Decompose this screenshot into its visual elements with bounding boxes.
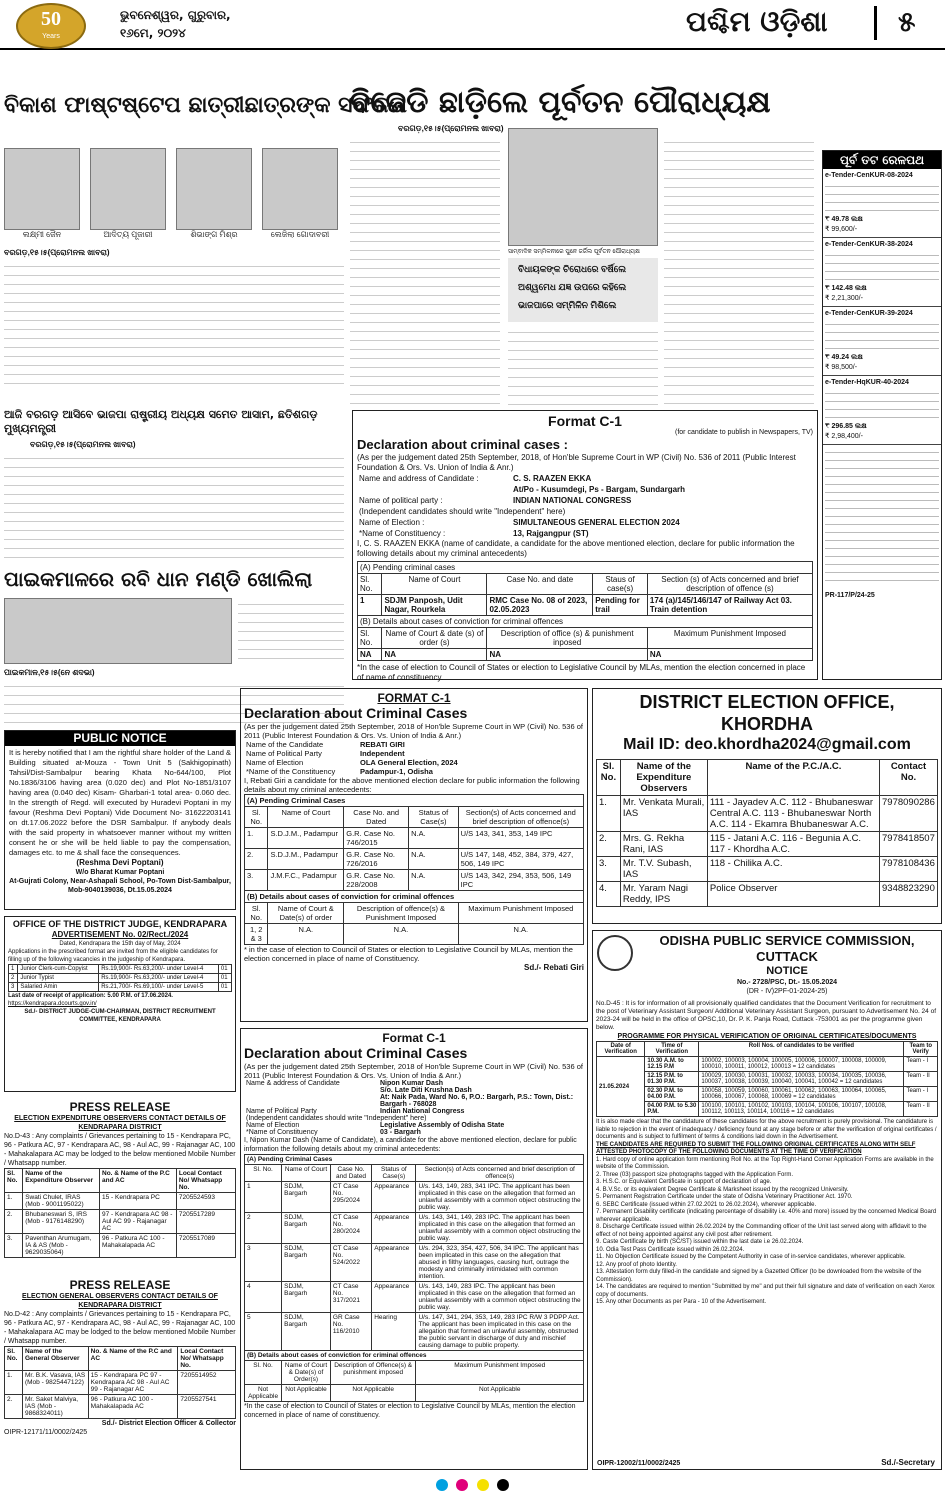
observer-table: Sl. No. Name of the General Observer No. & Name of the P.C and AC Local Contact No/ Whatsapp No. 1. Mr. B.K. Vasava, IAS (Mob - 9825447122) 15 - Kendrapara PC 97 - Kendrapara AC 98 - Aul AC 99 - Rajanagar AC 7205514952 2. Mr. Saket Malviya, IAS (Mob - 9868324011) 96 - Patkura AC 100 - Mahakalapada AC 7205527541	[4, 1346, 236, 1419]
story2-body-col3	[664, 136, 814, 408]
pending-cases-table: (A) Pending Criminal Cases Sl. No. Name of Court Case No. and Dated Status of Case(s) Section(s) of Acts concerned and brief description of offence(s) 1 SDJM, Bargarh CT Case No. 295/2024 Appearance U/s. 143, 149, 283, 341 IPC. The applicant has been implicated in this case on the allegation that formed an unlawful assembly with a common object obstructing the public way. 2 SDJM, Bargarh CT Case No. 280/2024 Appearance U/s. 143, 341, 149, 283 IPC. The applicant has been implicated in this case on the allegation that formed an unlawful assembly with a common object obstructing the public way. 3 SDJM, Bargarh CT Case No. 524/2022 Appearance U/s. 294, 323, 354, 427, 506, 34 IPC. The applicant has been implicated in this case on the allegation that abused in filthy languages, causing hurt, outrage the modesty and criminally intimidated with common intention. 4 SDJM, Bargarh CT Case No. 317/2021 Appearance U/s. 143, 149, 283 IPC. The applicant has been implicated in this case on the allegation that formed an unlawful assembly with a common object obstructing the public way. 5 SDJM, Bargarh GR Case No. 116/2010 Hearing U/s. 147, 341, 294, 353, 149, 283 IPC R/W 3 PDPP Act. The applicant has been implicated in this case on the allegation that formed an unlawful assembly, obstructed the public servant in discharge of duty and mischief causing damage to public property. (B) Details about cases of conviction for criminal offences Sl. No. Name of Court & Date(s) of Order(s) Description of Offence(s) & punishment imposed Maximum Punishment Imposed Not Applicable Not Applicable Not Applicable Not Applicable	[244, 1154, 584, 1402]
judge-last-date: Last date of receipt of application: 5.00 P.M. of 17.06.2024.	[8, 993, 173, 999]
candidate-fields: Name & address of Candidate Nipon Kumar Dash S/o. Late Diti Krushna Dash At: Naik Pada, Ward No. 6, P.O.: Bargarh, P.S.: Town, Dist.: Bargarh - 768028 Name of Political Party Indian National Congress (Independent candidates should write "Independent" here) Name of Election Legislative Assembly of Odisha State *Name of Constituency 03 - Bargarh	[246, 1080, 574, 1136]
table-row: 3 SDJM, Bargarh CT Case No. 524/2022 Appearance U/s. 294, 323, 354, 427, 506, 34 IPC. The applicant has been implicated in this case on the allegation that abused in filthy languages, causing hurt, outrage the modesty and criminally intimidated with common intention.	[245, 1244, 584, 1282]
form-title: FORMAT C-1	[377, 691, 451, 705]
press-title: PRESS RELEASE	[69, 1278, 171, 1292]
public-notice-body: It is hereby notified that I am the rightful share holder of the Land & Building situated at-Mouza - Town Unit 5 (Sakhigopinath) Tahsil/Dist-Sambalpur bearing Khata No-644/100, Plot No.1836/3106 having area (0.020 dec) and Plot No-1851/3107 having area (0.040 dec) Kisam- Gharbari-1 total area- 0.060 dec. In the strength of Regd. will executed by Huradevi Poptani in my favour (Reshma Devi Poptani) Vide Document No- 31622203141 on dt.17.06.2022 before the DSR Sambalpur. If anybody deals with the said property in whatsoever manner without my written consent he or she will be held liable to pay the compensation, damages etc. to me & shall face the consequences.	[9, 748, 231, 857]
table-row: 1 Junior Clerk-cum-Copyist Rs.19,900/- Rs.63,200/- under Level-4 01	[9, 965, 232, 974]
press-meet-photo	[508, 128, 658, 246]
emblem-number: 50	[41, 8, 61, 30]
list-item: 3. H.S.C. or Equivalent Certificate in support of declaration of age.	[596, 1179, 772, 1185]
pull-quote: ଭାଜପାରେ ସମ୍ମିଳିନ ମିଶିଲେ	[518, 300, 617, 310]
tender-no: e-Tender-CenKUR-38-2024	[825, 241, 913, 248]
table-row: 4. Mr. Yaram Nagi Reddy, IPS Police Observer 9348823290	[597, 882, 938, 907]
tender-footer-text	[825, 447, 939, 587]
tender-title: ପୂର୍ବ ତଟ ରେଳପଥ	[823, 151, 941, 169]
table-row: 02.30 P.M. to 04.00 P.M. 100058, 100059, 100060, 100061, 100062, 100063, 100064, 100065, 100066, 100067, 100068, 100069 = 12 candidates Team - I	[597, 1087, 938, 1102]
list-item: 9. Caste Certificate by birth (SC/ST) issued within the last date i.e 26.02.2024.	[596, 1239, 804, 1245]
masthead	[0, 0, 945, 50]
table-row: 3 Salaried Amin Rs.21,700/- Rs.69,100/- under Level-5 01	[9, 983, 232, 992]
format-c1-nipon	[240, 1028, 588, 1470]
press-ref: OIPR-12171/11/0002/2425	[4, 1429, 88, 1436]
table-row: 2. S.D.J.M., Padampur G.R. Case No. 726/2016 N.A. U/S 147, 148, 452, 384, 379, 427, 506, 149 IPC	[245, 849, 584, 870]
table-row: 21.05.2024 10.30 A.M. to 12.15 P.M 100002, 100003, 100004, 100005, 100006, 100007, 100008, 100009, 100010, 100011, 100012, 100013 = 12 candidates Team - I	[597, 1057, 938, 1072]
table-row: 1. S.D.J.M., Padampur G.R. Case No. 746/2015 N.A. U/S 143, 341, 353, 149 IPC	[245, 828, 584, 849]
district-judge-ad	[4, 916, 236, 1092]
table-row: 4 SDJM, Bargarh CT Case No. 317/2021 Appearance U/s. 143, 149, 283 IPC. The applicant has been implicated in this case on the allegation that formed an unlawful assembly with a common object obstructing the public way.	[245, 1282, 584, 1313]
list-item: 7. Permanent Disability certificate (indicating percentage of disability i.e. 40% and more) issued by the concerned Medical Board wherever applicable.	[596, 1209, 937, 1223]
student-name: ଲେଜିଲା ଗୋଦାବରୀ	[270, 230, 330, 239]
press-subtitle: ELECTION GENERAL OBSERVERS CONTACT DETAILS OF KENDRAPARA DISTRICT	[22, 1293, 218, 1309]
tender-no: e-Tender-HqKUR-40-2024	[825, 379, 909, 386]
form-note: *In the case of election to Council of States or election to Legislative Council by MLAs, mention the election concerned in place of name of constituency.	[244, 1403, 576, 1419]
opsc-body: It is also made clear that the candidature of these candidates for the above recruitment is purely provisional. The candidature is liable to rejection in the event of inadequacy / deficiency found at any stage before or after the verification of original certificates / documents and is subject to fulfilment of terms & conditions laid down in the Advertisement.	[596, 1119, 937, 1140]
press-release-expenditure	[4, 1100, 236, 1276]
tender-amount: ₹ 49.24 ଲକ୍ଷ	[825, 354, 863, 361]
table-row: 1 SDJM, Bargarh CT Case No. 295/2024 Appearance U/s. 143, 149, 283, 341 IPC. The applicant has been implicated in this case on the allegation that formed an unlawful assembly with a common object obstructing the public way.	[245, 1182, 584, 1213]
student-photo	[262, 148, 338, 230]
list-item: 8. Discharge Certificate issued within 26.02.2024 by the Commanding officer of the Unit last served along with affidavit to the effect of not being appointed against any civil post after retirement.	[596, 1224, 927, 1238]
anniversary-emblem	[16, 3, 86, 49]
form-declaration: I, C. S. RAAZEN EKKA (name of candidate, a candidate for the above mentioned election, declare for public information the following details about my criminal antecedents)	[357, 539, 795, 558]
pull-quote-box	[508, 258, 658, 322]
registration-dot	[497, 1479, 509, 1491]
photo-caption: ସାମ୍ବାଦିକ ସମ୍ମିଳନୀରେ ପୁନେ ଜର୍ଜିଲ ପୂର୍ବତନ ପୌରାଧ୍ୟକ୍ଷ	[508, 249, 640, 255]
table-row: 1. Mr. B.K. Vasava, IAS (Mob - 9825447122) 15 - Kendrapara PC 97 - Kendrapara AC 98 - Aul AC 99 - Rajanagar AC 7205514952	[5, 1371, 236, 1395]
list-item: 10. Odia Test Pass Certificate issued within 26.02.2024.	[596, 1246, 745, 1253]
list-item: 12. Any proof of photo Identity.	[596, 1261, 677, 1268]
press-subtitle: ELECTION EXPENDITURE OBSERVERS CONTACT DETAILS OF KENDRAPARA DISTRICT	[14, 1115, 226, 1131]
tender-emd: ₹ 2,21,300/-	[825, 295, 863, 302]
form-signature: Sd./- Rebati Giri	[523, 963, 584, 972]
table-row: 12.15 P.M. to 01.30 P.M. 100029, 100030, 100031, 100032, 100033, 100034, 100035, 100036, 100037, 100038, 100039, 100040, 100041, 100042 = 12 candidates Team - II	[597, 1072, 938, 1087]
form-intro: (As per the judgement dated 25th September, 2018 of Hon'ble Supreme Court in WP (Civil) No. 536 of 2011 (Public Interest Foundation & Ors. Vs. Union of India & Anr.)	[244, 1062, 583, 1080]
student-name: ଆଦିତ୍ୟ ପୂଜାରୀ	[103, 230, 153, 239]
judge-signature: Sd./- DISTRICT JUDGE-CUM-CHAIRMAN, DISTRICT RECRUITMENT COMMITTEE, KENDRAPARA	[24, 1009, 216, 1023]
opsc-title: ODISHA PUBLIC SERVICE COMMISSION, CUTTACK	[659, 933, 915, 964]
story4-side	[238, 598, 344, 664]
story2-body-col2	[508, 326, 658, 406]
public-notice-title: PUBLIC NOTICE	[5, 731, 235, 746]
format-c1-ekka	[352, 410, 818, 680]
student-name: ଶିଭାଙ୍ଗ ମିଶ୍ର	[190, 230, 238, 239]
form-declaration: I, Nipon Kumar Dash (Name of Candidate), a candidate for the above mentioned election, declare for public information the following details about my criminal antecedents:	[244, 1137, 577, 1153]
student-name: ଲକ୍ଷ୍ମୀ ଜୈନ	[22, 230, 62, 239]
story2-dateline: ବରଗଡ଼,୧୫।୫(ପ୍ରୋମନଲ ଖାବରା)	[398, 124, 504, 133]
opsc-ref: No.- 2728/PSC, Dt.- 15.05.2024	[737, 979, 837, 986]
opsc-ref-foot: OIPR-12002/11/0002/2425	[597, 1460, 681, 1467]
format-c1-rebati	[240, 688, 588, 1022]
form-intro: (As per the judgement dated 25th September, 2018 of Hon'ble Supreme Court in WP (Civil) No. 536 of 2011 (Public Interest Foundation & Ors. Vs. Union of India & Anr.)	[244, 722, 583, 740]
emblem-sub: Years	[42, 33, 60, 40]
dateline-2: ୧୬ମେ, ୨୦୨୪	[120, 26, 186, 40]
opsc-notice	[592, 930, 942, 1470]
story1-body	[4, 260, 344, 388]
public-notice	[4, 730, 236, 910]
section-divider	[874, 6, 877, 40]
student-photo	[4, 148, 80, 230]
story2-body-col1	[350, 136, 500, 408]
list-item: 11. No Objection Certificate issued by the Competent Authority in case of in-service candidates, wherever applicable.	[596, 1254, 906, 1260]
mandi-photo	[4, 598, 232, 664]
press-body: No.D-43 : Any complaints / Grievances pertaining to 15 - Kendrapara PC, 96 - Patkura AC, 97 - Kendrapara AC, 98 - Aul AC, 99 - Rajanagar AC, 100 - Mahakalapara AC may be lodged to the below mentioned Mobile Number / Whatsapp number.	[4, 1133, 236, 1167]
form-subtitle: (for candidate to publish in Newspapers, TV)	[675, 429, 813, 436]
opsc-req-list	[596, 1157, 938, 1307]
press-body: No.D-42 : Any complaints / Grievances pertaining to 15 - Kendrapara PC, 96 - Patkura AC, 97 - Kendrapara AC, 98 - Aul AC, 99 - Rajanagar AC, 100 - Mahakalapara AC may be lodged to the below mentioned Mobile Number / Whatsapp number.	[4, 1311, 236, 1345]
judge-adv: ADVERTISEMENT No. 02/Rect./2024	[51, 930, 189, 939]
table-row: 2 SDJM, Bargarh CT Case No. 280/2024 Appearance U/s. 143, 341, 149, 283 IPC. The applicant has been implicated in this case on the allegation that formed an unlawful assembly with a common object obstructing the public way.	[245, 1213, 584, 1244]
tender-item	[823, 238, 941, 307]
opsc-ref2: (DR - IV)2PF-01-2024-25)	[746, 988, 828, 995]
story1-headline: ବିକାଶ ଫାଷ୍ଟଷ୍ଟେପ ଛାତ୍ରୀଛାତ୍ରଙ୍କ ସଫଳତା	[4, 93, 407, 118]
judge-dated: Dated, Kendrapara the 15th day of May, 2024	[59, 941, 181, 947]
tender-amount: ₹ 49.78 ଲକ୍ଷ	[825, 216, 863, 223]
opsc-signature: Sd./-Secretary	[881, 1458, 935, 1467]
form-heading: Declaration about Criminal Cases	[244, 705, 468, 721]
table-row: 2 Junior Typist Rs.19,900/- Rs.63,200/- under Level-4 01	[9, 974, 232, 983]
form-note: *In the case of election to Council of States or election to Legislative Council by MLAs, mention the election concerned in place of name of constituency.	[357, 663, 806, 682]
observer-table: Sl. No. Name of the Expenditure Observers Name of the P.C./A.C. Contact No. 1. Mr. Venkata Murali, IAS 111 - Jayadev A.C. 112 - Bhubaneswar Central A.C. 113 - Bhubaneswar North A.C. 114 - Ekamra Bhubaneswar A.C. 7978090286 2. Mrs. G. Rekha Rani, IAS 115 - Jatani A.C. 116 - Begunia A.C. 117 - Khordha A.C. 7978418507 3. Mr. T.V. Subash, IAS 118 - Chilika A.C. 7978108436 4. Mr. Yaram Nagi Reddy, IPS Police Observer 9348823290	[596, 759, 938, 907]
registration-dot	[436, 1479, 448, 1491]
table-row: 3. J.M.F.C., Padampur G.R. Case No. 228/2008 N.A. U/S 143, 342, 294, 353, 506, 149 IPC	[245, 870, 584, 891]
tender-emd: ₹ 2,98,400/-	[825, 433, 863, 440]
student-photo	[90, 148, 166, 230]
section-title: ପଶ୍ଚିମ ଓଡ଼ିଶା	[686, 5, 828, 38]
pull-quote: ଅଶ୍ୱମେଧ ଯଜ୍ଞ ଉପରେ କହିଲେ	[518, 282, 627, 292]
list-item: 5. Permanent Registration Certificate under the state of Odisha Veterinary Practitioner Act. 1970.	[596, 1194, 853, 1200]
press-release-general	[4, 1278, 236, 1476]
press-signature: Sd./- District Election Officer & Collector	[101, 1420, 236, 1427]
opsc-notice-label: NOTICE	[766, 965, 808, 977]
form-note: * in the case of election to Council of States or election to Legislative Council by MLAs, mention the election concerned in place of name of Constituency.	[244, 945, 573, 963]
story3-headline: ଆଜି ବରଗଡ଼ ଆସିବେ ଭାଜପା ରାଷ୍ଟ୍ରୀୟ ଅଧ୍ୟକ୍ଷ ସମେତ ଆସାମ, ଛତିଶଗଡ଼ ମୁଖ୍ୟମନ୍ତ୍ରୀ	[4, 408, 318, 435]
pull-quote: ବିଧାୟକଙ୍କ ଚିରୋଧରେ ବର୍ଷିଲେ	[518, 264, 627, 274]
list-item: 2. Three (03) passport size photographs tagged with the Application Form.	[596, 1171, 794, 1178]
opsc-intro: No.D-45 : It is for information of all provisionally qualified candidates that the Document Verification for recruitment to the post of Veterinary Assistant Surgeon/ Additional Veterinary Assistant Surgeon, pursuant to Advertisement No. 24 of 2023-24 will be held in the office of OPSC,10, Dr. P. K. Panja Road, Cuttack -753001 as per the programme given below.	[596, 1000, 937, 1031]
judge-website[interactable]: https://kendrapara.dcourts.gov.in/	[8, 1001, 97, 1007]
table-row: 04.00 P.M. to 5.30 P.M. 100100, 100101, 100102, 100103, 100104, 100106, 100107, 100108, 100112, 100113, 100114, 100116 = 12 candidates Team - II	[597, 1102, 938, 1117]
tender-amount: ₹ 142.48 ଲକ୍ଷ	[825, 285, 867, 292]
vacancy-table	[8, 964, 232, 992]
list-item: 14. The candidates are required to mention "Submitted by me" and put their full signature and date of verification on each Xerox copy of documents.	[596, 1284, 935, 1298]
list-item: 15. Any other Documents as per Para - 10 of the Advertisement.	[596, 1299, 767, 1305]
story4-dateline: ପାଇକମାଳ,୧୫।୫(ନେ ଶଦଭା)	[4, 668, 95, 677]
story1-photos	[4, 148, 344, 240]
form-intro: (As per the judgement dated 25th September, 2018, of Hon'ble Supreme Court in WP (Civil) No. 536 of 2011 (Public Interest Foundation & Ors. Vs. Union of India & Anr.)	[357, 453, 796, 472]
table-row: 3. Paventhan Arumugam, IA & AS (Mob - 9629035064) 96 - Patkura AC 100 - Mahakalapada AC 7205517089	[5, 1234, 236, 1258]
opsc-seal-icon	[597, 935, 633, 971]
story3-body	[4, 452, 344, 566]
tender-notice	[822, 150, 942, 680]
table-row: 2. Mrs. G. Rekha Rani, IAS 115 - Jatani A.C. 116 - Begunia A.C. 117 - Khordha A.C. 7978418507	[597, 832, 938, 857]
list-item: 13. Attestation form duly filled-in the candidate and signed by a Gazetted Officer (to be downloaded from the website of the Commission).	[596, 1269, 922, 1283]
table-row: 2. Mr. Saket Malviya, IAS (Mob - 9868324011) 96 - Patkura AC 100 - Mahakalapada AC 7205527541	[5, 1395, 236, 1419]
registration-dot	[477, 1479, 489, 1491]
press-title: PRESS RELEASE	[69, 1100, 171, 1114]
tender-item	[823, 307, 941, 376]
tender-no: e-Tender-CenKUR-08-2024	[825, 172, 913, 179]
student-photo	[176, 148, 252, 230]
story3-dateline: ବରଗଡ଼,୧୫।୫(ପ୍ରୋମନଲ ଖାବରା)	[30, 440, 136, 449]
tender-no: e-Tender-CenKUR-39-2024	[825, 310, 913, 317]
form-title: Format C-1	[382, 1031, 446, 1045]
list-item: 1. Hard copy of online application form mentioning Roll No. at the Top Right-Hand Corner Application Forms are available in the website of the Commission.	[596, 1156, 934, 1170]
form-title: Format C-1	[548, 413, 622, 429]
public-notice-signer: (Reshma Devi Poptani)	[76, 858, 164, 867]
story4-headline: ପାଇକମାଳରେ ରବି ଧାନ ମଣ୍ଡି ଖୋଲିଲା	[4, 567, 313, 591]
list-item: 6. SEBC Certificate (issued within 27.02.2021 to 26.02.2024), wherever applicable.	[596, 1201, 817, 1208]
pending-cases-table: (A) Pending Criminal Cases Sl. No. Name of Court Case No. and Dated Status of Case(s) Section(s) of Acts concerned and brief description of offence(s) 1. S.D.J.M., Padampur G.R. Case No. 746/2015 N.A. U/S 143, 341, 353, 149 IPC 2. S.D.J.M., Padampur G.R. Case No. 726/2016 N.A. U/S 147, 148, 452, 384, 379, 427, 506, 149 IPC 3. J.M.F.C., Padampur G.R. Case No. 228/2008 N.A. U/S 143, 342, 294, 353, 506, 149 IPC (B) Details about cases of conviction for criminal offences Sl. No. Name of Court & Date(s) of order Description of offence(s) & Punishment Imposed Maximum Punishment Imposed 1, 2 & 3 N.A. N.A. N.A.	[244, 794, 584, 945]
form-heading: Declaration about criminal cases :	[357, 437, 568, 452]
deo-mail[interactable]: Mail ID: deo.khordha2024@gmail.com	[623, 736, 911, 753]
table-row: 1. Swati Chulet, IRAS (Mob - 9001195022) 15 - Kendrapara PC 7205524593	[5, 1193, 236, 1210]
deo-title: DISTRICT ELECTION OFFICE, KHORDHA	[639, 692, 895, 734]
registration-dot	[456, 1479, 468, 1491]
tender-item	[823, 169, 941, 238]
list-item: 4. B.V.Sc. or its equivalent Degree Certificate & Marksheet issued by the recognized University.	[596, 1186, 849, 1193]
tender-amount: ₹ 296.85 ଲକ୍ଷ	[825, 423, 867, 430]
public-notice-address: At-Gujrati Colony, Near-Ashapali School, Po-Town Dist-Sambalpur, Mob-9040139036, Dt.15.05.2024	[9, 878, 231, 894]
table-row: 1. Mr. Venkata Murali, IAS 111 - Jayadev A.C. 112 - Bhubaneswar Central A.C. 113 - Bhubaneswar North A.C. 114 - Ekamra Bhubaneswar A.C. 7978090286	[597, 796, 938, 832]
candidate-fields: Name of the Candidate REBATI GIRI Name of Political Party Independent Name of Election OLA General Election, 2024 *Name of the Constituency Padampur-1, Odisha	[246, 740, 458, 776]
story1-dateline: ବରଗଡ଼,୧୫।୫(ପ୍ରୋମନଲ ଖାବରା)	[4, 248, 110, 257]
print-registration-marks	[0, 1478, 945, 1496]
verification-schedule-table: Date of Verification Time of Verification Roll Nos. of candidates to be verified Team to Verify 21.05.2024 10.30 A.M. to 12.15 P.M 100002, 100003, 100004, 100005, 100006, 100007, 100008, 100009, 100010, 100011, 100012, 100013 = 12 candidates Team - I 12.15 P.M. to 01.30 P.M. 100029, 100030, 100031, 100032, 100033, 100034, 100035, 100036, 100037, 100038, 100039, 100040, 100041, 100042 = 12 candidates Team - II 02.30 P.M. to 04.00 P.M. 100058, 100059, 100060, 100061, 100062, 100063, 100064, 100065, 100066, 100067, 100068, 100069 = 12 candidates Team - I 04.00 P.M. to 5.30 P.M. 100100, 100101, 100102, 100103, 100104, 100106, 100107, 100108, 100112, 100113, 100114, 100116 = 12 candidates Team - II	[596, 1041, 938, 1117]
tender-item	[823, 376, 941, 445]
opsc-req-title: THE CANDIDATES ARE REQUIRED TO SUBMIT THE FOLLOWING ORIGINAL CERTIFICATES ALONG WITH SELF ATTESTED PHOTOCOPY OF THE FOLLOWING DOCUMENTS AT THE TIME OF VERIFICATION	[596, 1141, 916, 1155]
table-row: 3. Mr. T.V. Subash, IAS 118 - Chilika A.C. 7978108436	[597, 857, 938, 882]
observer-table: Sl. No. Name of the Expenditure Observer No. & Name of the P.C and AC Local Contact No/ Whatsapp No. 1. Swati Chulet, IRAS (Mob - 9001195022) 15 - Kendrapara PC 7205524593 2. Bhubaneswari S, IRS (Mob - 9176148290) 97 - Kendrapara AC 98 - Aul AC 99 - Rajanagar AC 7205517289 3. Paventhan Arumugam, IA & AS (Mob - 9629035064) 96 - Patkura AC 100 - Mahakalapada AC 7205517089	[4, 1168, 236, 1258]
tender-emd: ₹ 98,500/-	[825, 364, 858, 371]
form-heading: Declaration about Criminal Cases	[244, 1045, 468, 1061]
tender-ref: PR-117/P/24-25	[825, 592, 875, 599]
table-row: 2. Bhubaneswari S, IRS (Mob - 9176148290) 97 - Kendrapara AC 98 - Aul AC 99 - Rajanagar AC 7205517289	[5, 1210, 236, 1234]
public-notice-signer2: W/o Bharat Kumar Poptani	[75, 869, 165, 876]
deo-khordha	[592, 688, 942, 924]
opsc-prog-title: PROGRAMME FOR PHYSICAL VERIFICATION OF ORIGINAL CERTIFICATES/DOCUMENTS	[617, 1033, 917, 1040]
table-row: 5 SDJM, Bargarh GR Case No. 116/2010 Hearing U/s. 147, 341, 294, 353, 149, 283 IPC R/W 3 PDPP Act. The applicant has been implicated in this case on the allegation that formed an unlawful assembly, obstructed the public servant in discharge of duty and mischief causing damage to public property.	[245, 1313, 584, 1351]
dateline-1: ଭୁବନେଶ୍ୱର, ଗୁରୁବାର,	[120, 8, 231, 22]
candidate-fields: Name and address of Candidate : C. S. RAAZEN EKKA At/Po - Kusumdegi, Ps - Bargam, Sundargarh Name of political party : INDIAN NATIONAL CONGRESS (Independent candidates should write "Independent" here) Name of Election : SIMULTANEOUS GENERAL ELECTION 2024 *Name of Constituency : 13, Rajgangpur (ST)	[359, 474, 686, 538]
form-declaration: I, Rebati Giri a candidate for the above mentioned election declare for public information the following details about my criminal antecedents:	[244, 776, 580, 794]
judge-intro: Applications in the prescribed format are invited from the eligible candidates for filling up of the following vacancies in the judgeship of Kendrapara.	[8, 949, 218, 963]
tender-emd: ₹ 99,600/-	[825, 226, 858, 233]
judge-title: OFFICE OF THE DISTRICT JUDGE, KENDRAPARA	[12, 919, 228, 929]
pending-cases-table: (A) Pending criminal cases Sl. No. Name of Court Case No. and date Staus of case(s) Section (s) of Acts concerned and brief description of offence (s) 1 SDJM Panposh, Udit Nagar, Rourkela RMC Case No. 08 of 2023, 02.05.2023 Pending for trail 174 (a)/145/146/147 of Railway Act 03. Train detention (B) Details about cases of conviction for criminal offences Sl. No. Name of Court & date (s) of order (s) Description of office (s) & punishment inposed Maximum Punishment Imposed NA NA NA NA	[357, 561, 813, 661]
story2-headline: ବିଜେଡି ଛାଡ଼ିଲେ ପୂର୍ବତନ ପୌରାଧ୍ୟକ୍ଷ	[350, 85, 771, 120]
page-number: ୫	[898, 5, 916, 38]
